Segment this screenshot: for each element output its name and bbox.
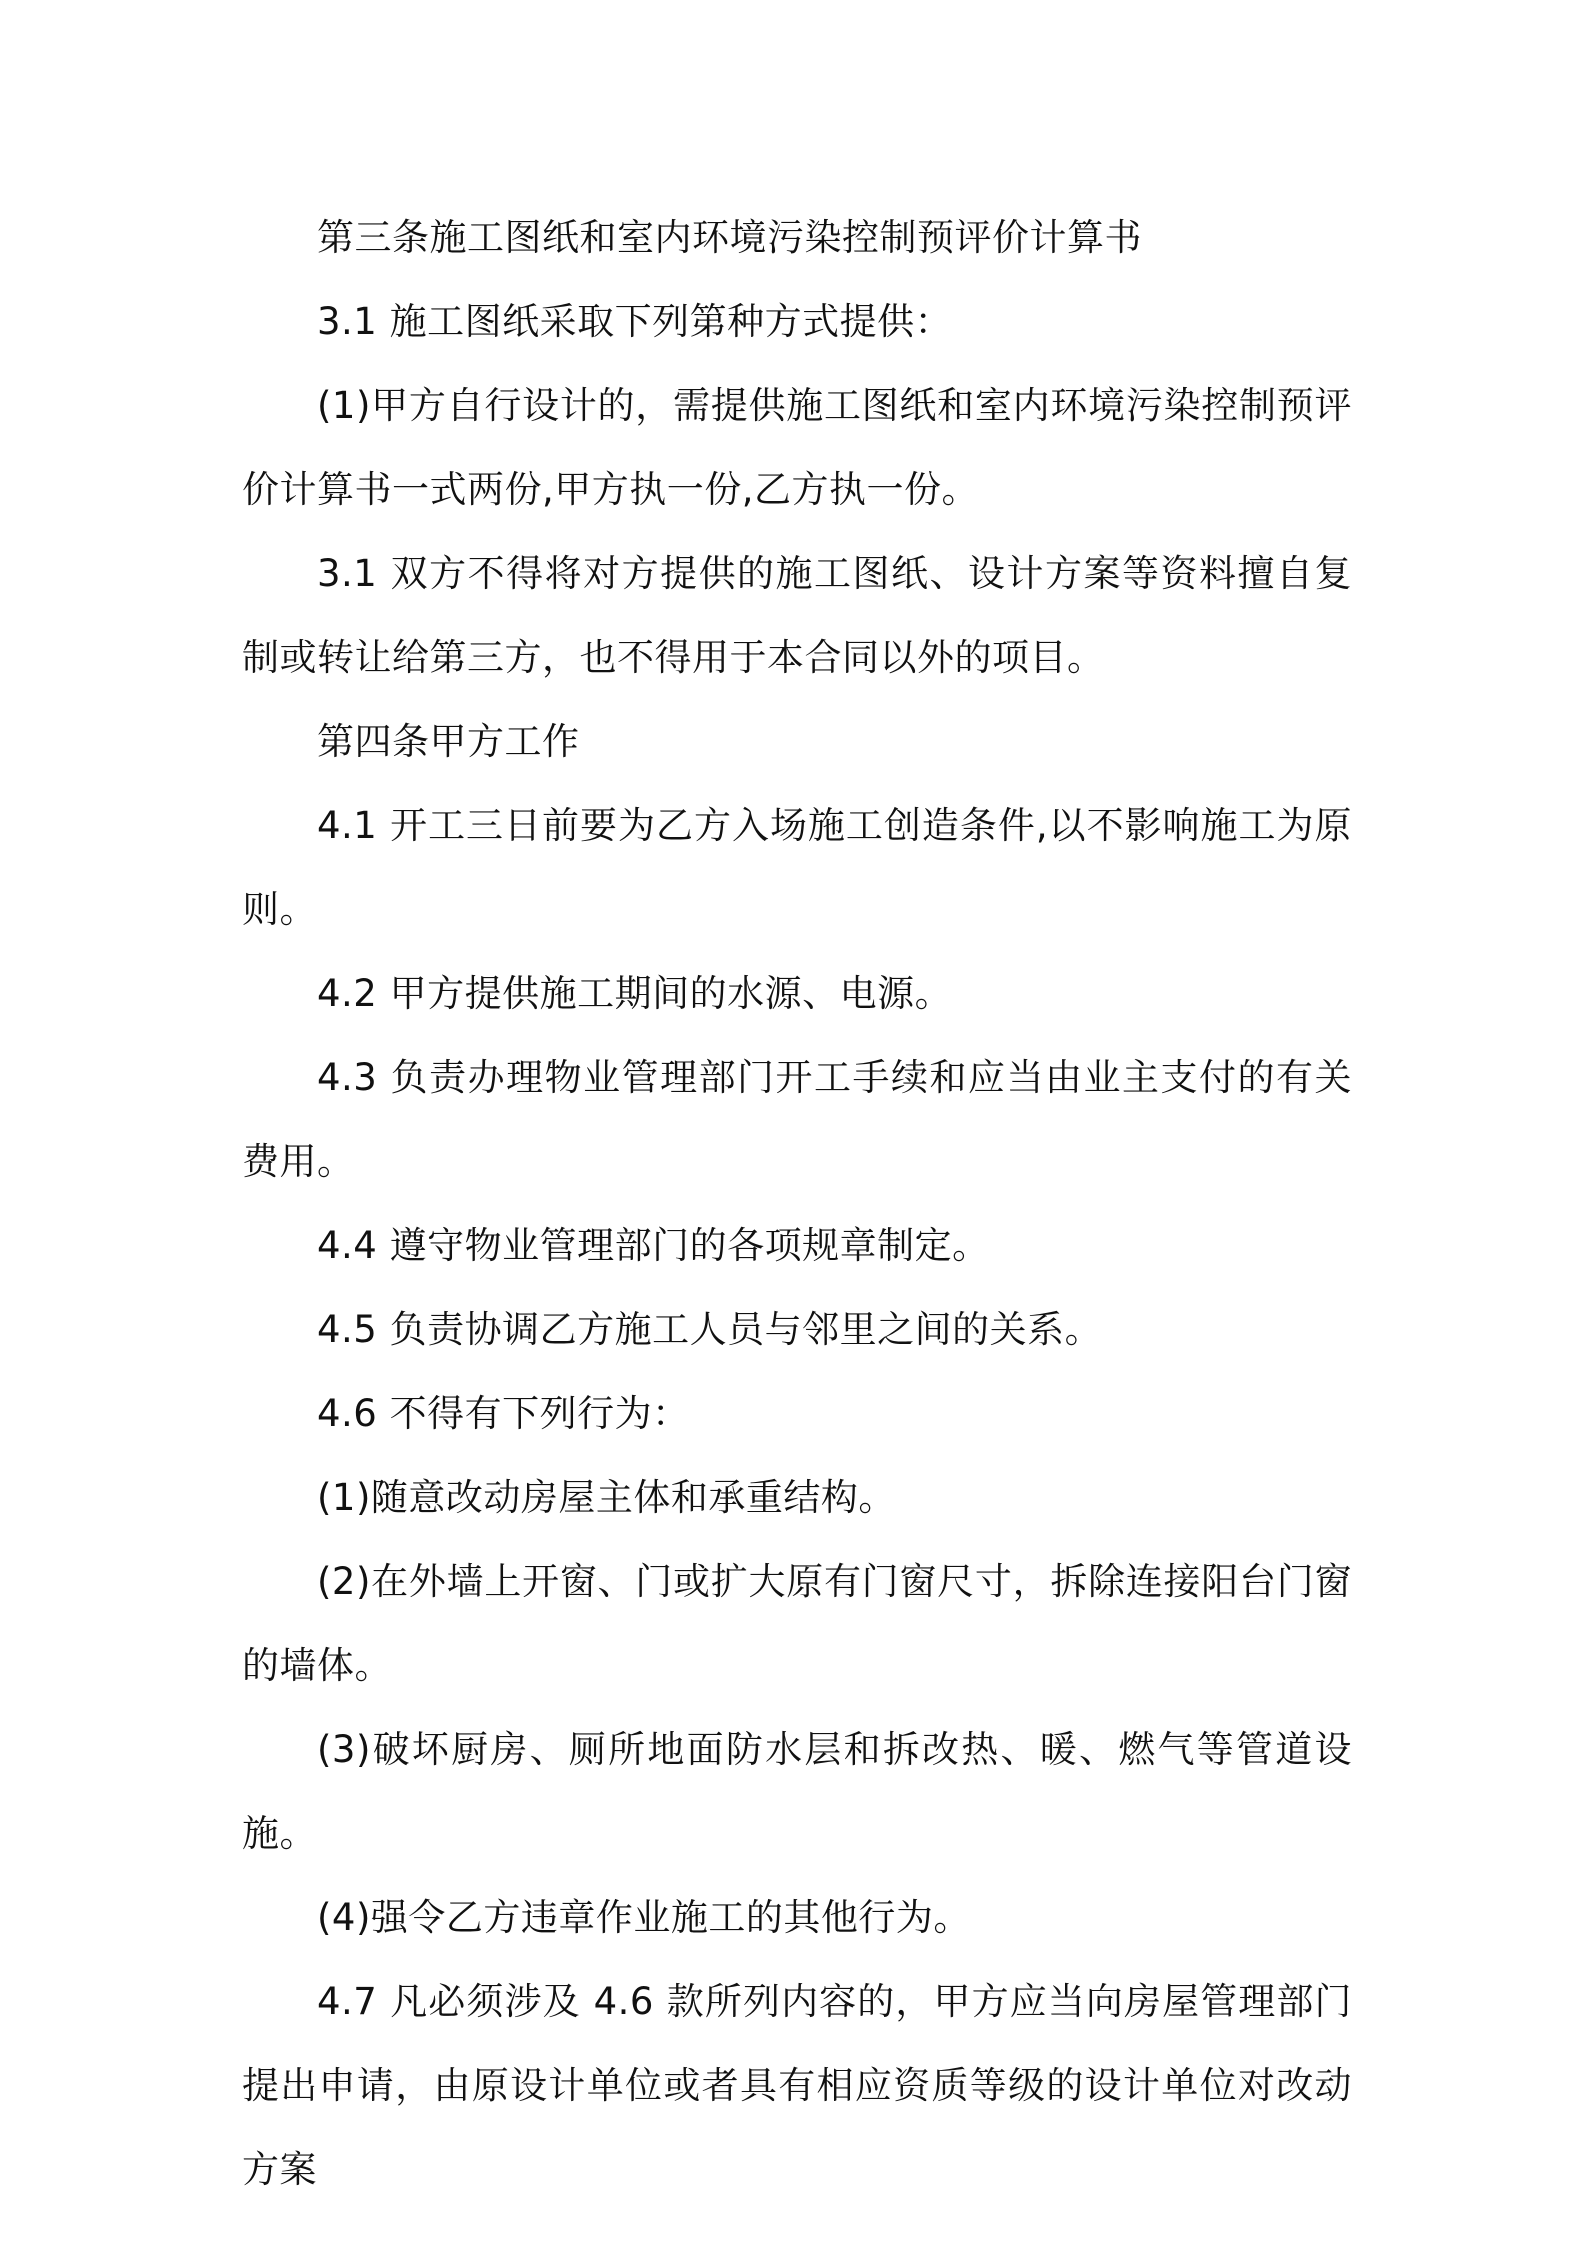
clause-4-3: 4.3 负责办理物业管理部门开工手续和应当由业主支付的有关费用。 [242,1056,1352,1183]
heading-article-3: 第三条施工图纸和室内环境污染控制预评价计算书 [317,216,1142,259]
heading-article-4: 第四条甲方工作 [317,720,580,763]
clause-4-6-item-2: (2)在外墙上开窗、门或扩大原有门窗尺寸，拆除连接阳台门窗的墙体。 [242,1560,1352,1687]
clause-3-1-confidentiality: 3.1 双方不得将对方提供的施工图纸、设计方案等资料擅自复制或转让给第三方，也不得用于本合同以外的项目。 [242,552,1352,679]
clause-3-1-item-1: (1)甲方自行设计的，需提供施工图纸和室内环境污染控制预评价计算书一式两份,甲方执一份,乙方执一份。 [242,384,1352,511]
clause-4-6-item-4: (4)强令乙方违章作业施工的其他行为。 [317,1896,971,1939]
clause-4-1: 4.1 开工三日前要为乙方入场施工创造条件,以不影响施工为原则。 [242,804,1352,931]
document-page [242,196,1352,2212]
clause-4-6-item-3: (3)破坏厨房、厕所地面防水层和拆改热、暖、燃气等管道设施。 [242,1728,1352,1855]
clause-4-7: 4.7 凡必须涉及 4.6 款所列内容的，甲方应当向房屋管理部门提出申请，由原设计单位或者具有相应资质等级的设计单位对改动方案 [242,1980,1352,2191]
clause-3-1-drawings: 3.1 施工图纸采取下列第种方式提供： [317,300,953,343]
clause-4-5: 4.5 负责协调乙方施工人员与邻里之间的关系。 [317,1308,1103,1351]
clause-4-6: 4.6 不得有下列行为： [317,1392,690,1435]
clause-4-2: 4.2 甲方提供施工期间的水源、电源。 [317,972,953,1015]
clause-4-4: 4.4 遵守物业管理部门的各项规章制定。 [317,1224,990,1267]
clause-4-6-item-1: (1)随意改动房屋主体和承重结构。 [317,1476,896,1519]
